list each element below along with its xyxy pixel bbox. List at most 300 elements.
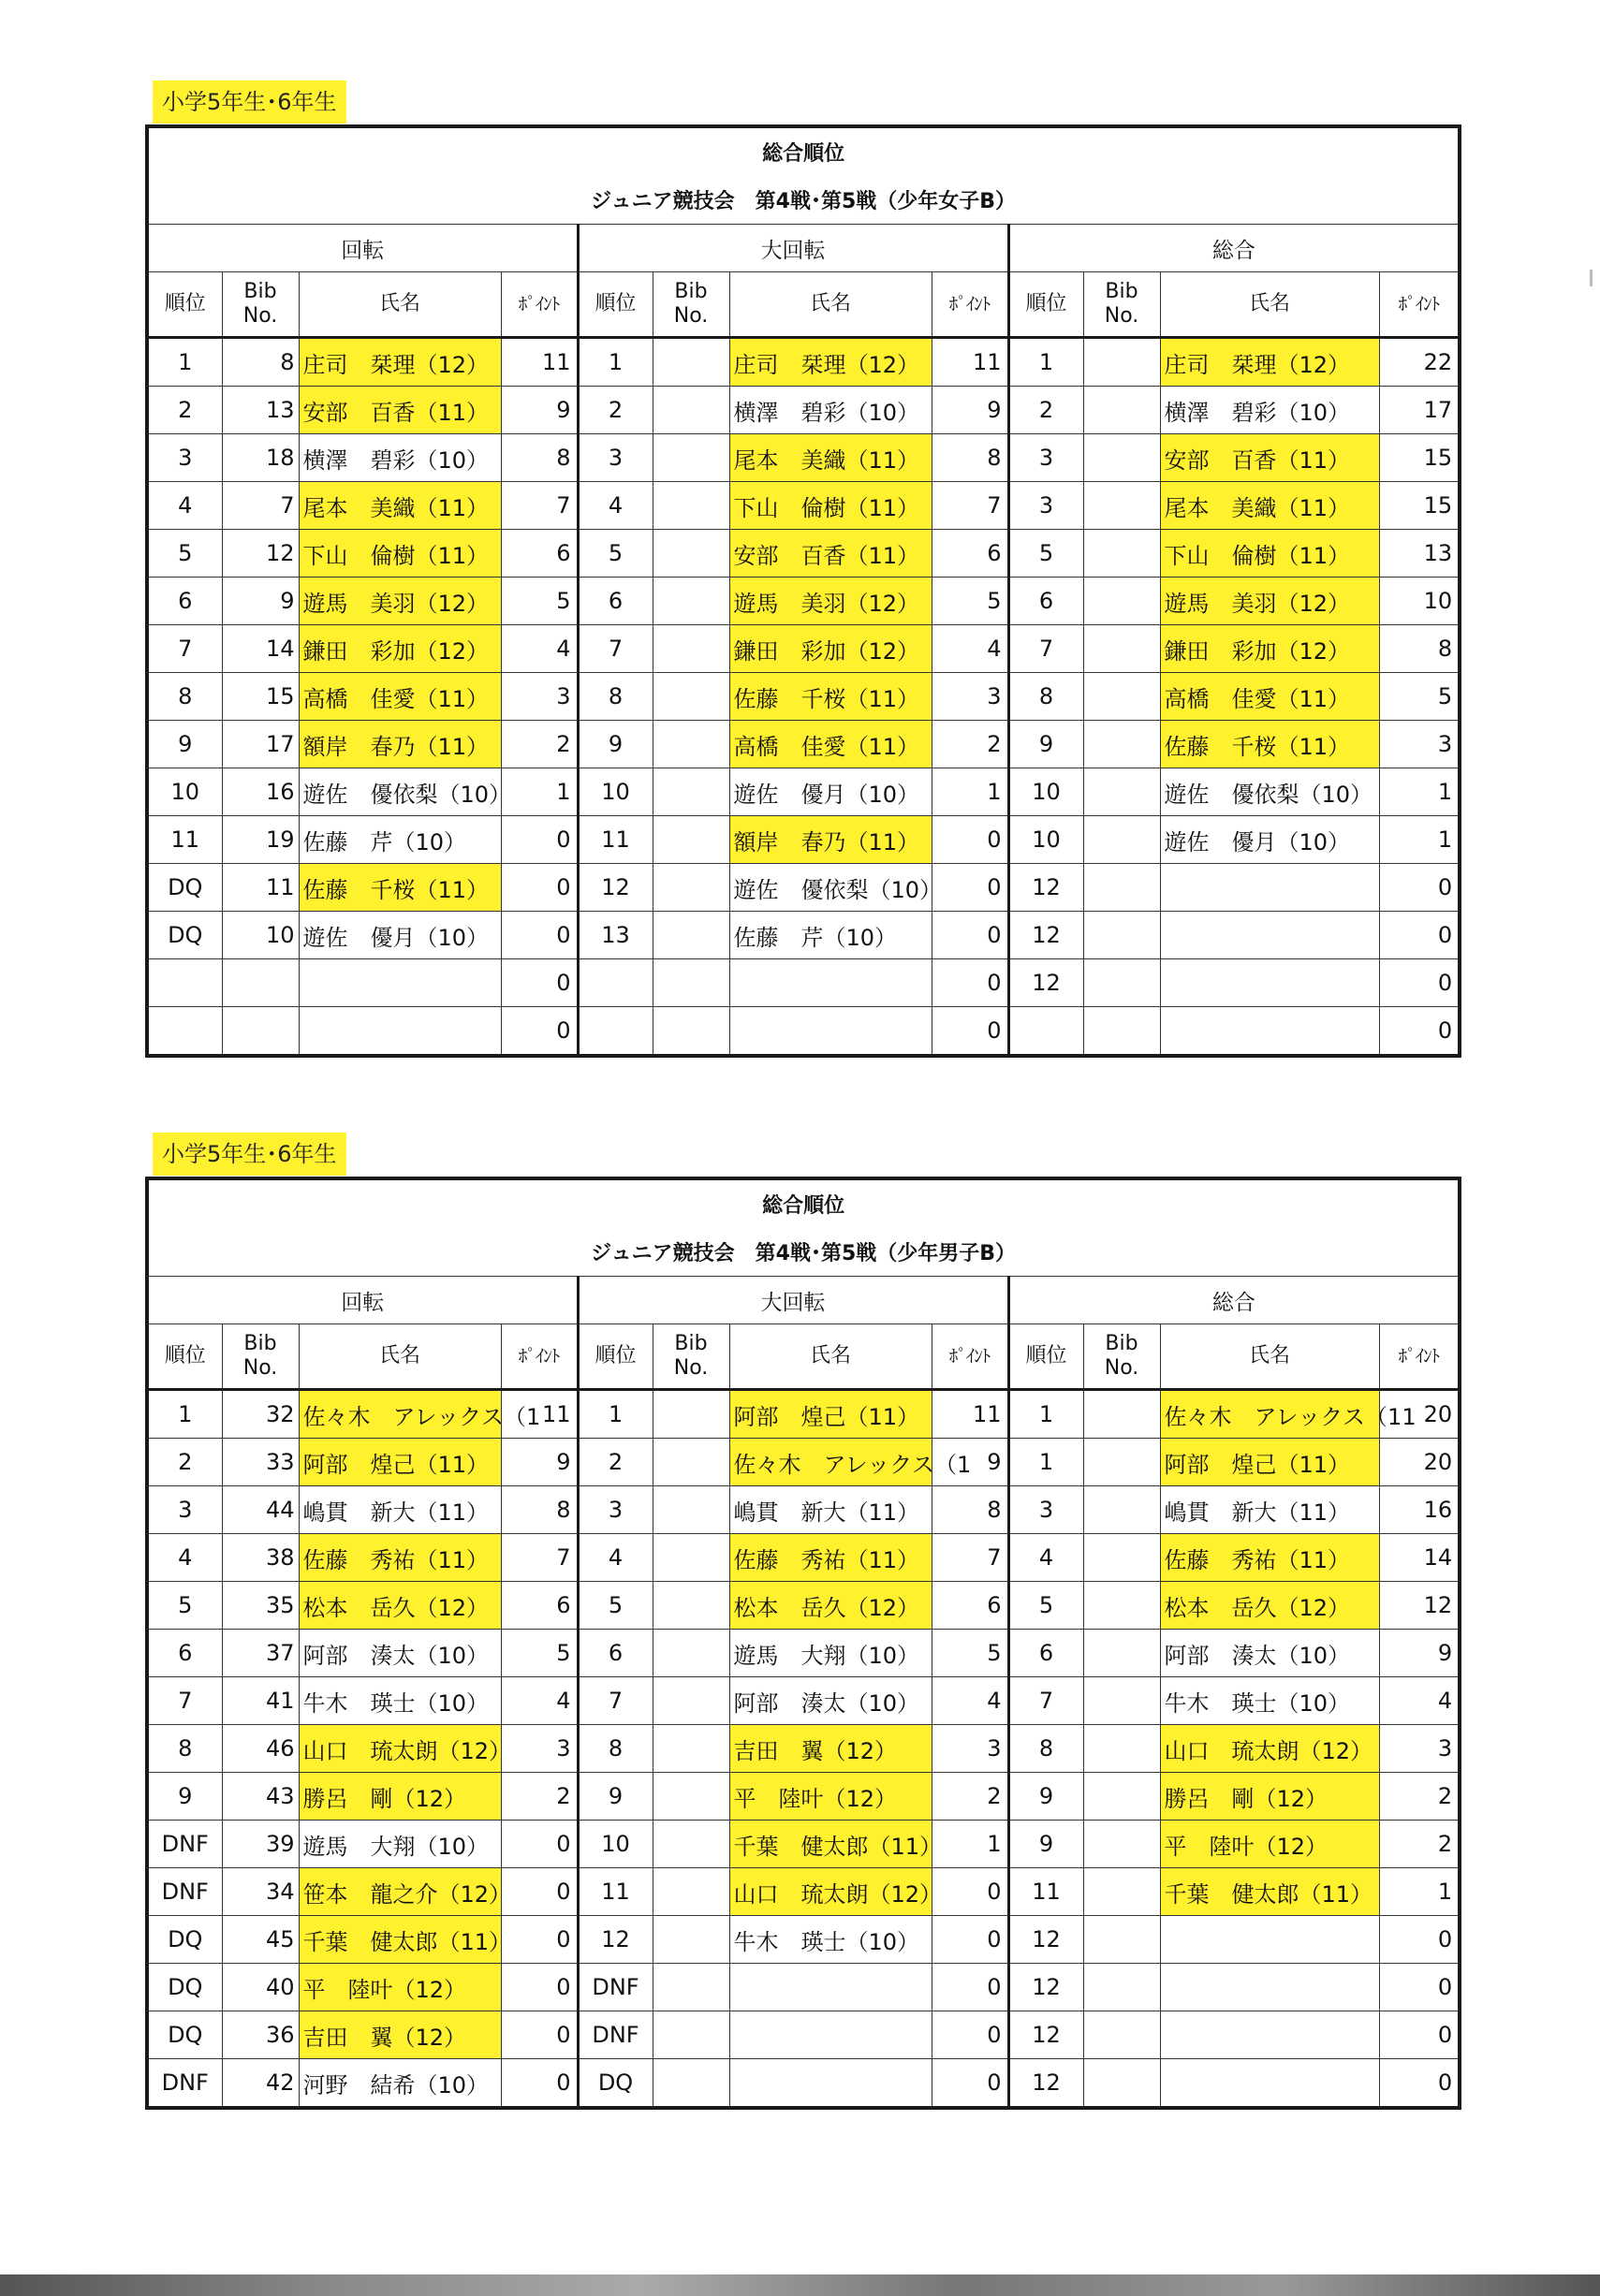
bib-cell: 43 xyxy=(222,1773,299,1821)
group-header-overall: 総合 xyxy=(1008,1277,1460,1324)
bib-cell xyxy=(1083,1773,1160,1821)
bib-cell xyxy=(1083,1486,1160,1534)
points-cell: 0 xyxy=(932,912,1008,959)
bib-cell xyxy=(653,1964,729,2011)
name-cell: 下山 倫樹（11） xyxy=(299,530,501,578)
table-row xyxy=(147,1630,1460,1677)
table-row xyxy=(147,816,1460,864)
bib-cell xyxy=(653,721,729,768)
bib-cell: 19 xyxy=(222,816,299,864)
rank-cell: 11 xyxy=(147,816,222,864)
points-cell: 4 xyxy=(932,1677,1008,1725)
points-cell: 4 xyxy=(501,1677,578,1725)
points-cell: 0 xyxy=(501,2011,578,2059)
name-cell: 山口 琉太朗（12） xyxy=(729,1868,932,1916)
name-cell: 横澤 碧彩（10） xyxy=(299,434,501,482)
points-cell: 16 xyxy=(1379,1486,1460,1534)
bib-cell xyxy=(1083,1677,1160,1725)
bib-cell xyxy=(1083,673,1160,721)
name-cell: 吉田 翼（12） xyxy=(729,1725,932,1773)
bib-cell xyxy=(1083,530,1160,578)
rank-cell: 11 xyxy=(578,816,653,864)
name-cell: 山口 琉太朗（12） xyxy=(1160,1725,1379,1773)
name-cell: 勝呂 剛（12） xyxy=(1160,1773,1379,1821)
bib-cell xyxy=(653,673,729,721)
col-header-rank: 順位 xyxy=(1008,1324,1083,1390)
bib-cell xyxy=(653,482,729,530)
table-row xyxy=(147,1916,1460,1964)
name-cell: 佐藤 千桜（11） xyxy=(299,864,501,912)
rank-cell: 9 xyxy=(1008,1821,1083,1868)
rank-cell xyxy=(578,1007,653,1057)
rank-cell: 11 xyxy=(578,1868,653,1916)
name-cell: 横澤 碧彩（10） xyxy=(729,387,932,434)
name-cell: 額岸 春乃（11） xyxy=(299,721,501,768)
points-cell: 5 xyxy=(501,1630,578,1677)
points-cell: 0 xyxy=(501,864,578,912)
bib-cell xyxy=(653,1534,729,1582)
rank-cell: 7 xyxy=(578,1677,653,1725)
bib-cell: 9 xyxy=(222,578,299,625)
bib-cell: 17 xyxy=(222,721,299,768)
bib-cell xyxy=(653,864,729,912)
bib-cell xyxy=(1083,387,1160,434)
rank-cell: 5 xyxy=(578,1582,653,1630)
rank-cell: 3 xyxy=(578,434,653,482)
col-header-bib: Bib No. xyxy=(1083,272,1160,338)
name-cell: 遊佐 優月（10） xyxy=(1160,816,1379,864)
points-cell: 2 xyxy=(932,1773,1008,1821)
points-cell: 1 xyxy=(1379,768,1460,816)
name-cell: 阿部 煌己（11） xyxy=(299,1439,501,1486)
points-cell: 2 xyxy=(1379,1773,1460,1821)
rank-cell: 1 xyxy=(1008,338,1083,387)
bib-cell xyxy=(1083,1439,1160,1486)
col-header-name: 氏名 xyxy=(729,1324,932,1390)
bib-cell xyxy=(653,959,729,1007)
points-cell: 0 xyxy=(932,1916,1008,1964)
name-cell: 牛木 瑛士（10） xyxy=(1160,1677,1379,1725)
name-cell: 嶋貫 新大（11） xyxy=(729,1486,932,1534)
points-cell: 6 xyxy=(932,530,1008,578)
bib-cell xyxy=(1083,1964,1160,2011)
bib-cell xyxy=(653,434,729,482)
rank-cell: 2 xyxy=(147,1439,222,1486)
points-cell: 0 xyxy=(932,2011,1008,2059)
points-cell: 0 xyxy=(1379,959,1460,1007)
bib-cell: 41 xyxy=(222,1677,299,1725)
subtitle-row xyxy=(147,1227,1460,1277)
rank-cell: 5 xyxy=(147,530,222,578)
bib-cell xyxy=(1083,2059,1160,2109)
name-cell: 遊馬 美羽（12） xyxy=(729,578,932,625)
page-bottom-edge xyxy=(0,2274,1600,2296)
points-cell: 0 xyxy=(501,1868,578,1916)
rank-cell: 6 xyxy=(147,578,222,625)
table-row xyxy=(147,625,1460,673)
bib-cell xyxy=(653,338,729,387)
bib-cell xyxy=(653,2059,729,2109)
points-cell: 20 xyxy=(1379,1439,1460,1486)
bib-cell xyxy=(1083,816,1160,864)
points-cell: 0 xyxy=(1379,1916,1460,1964)
name-cell: 千葉 健太郎（11） xyxy=(729,1821,932,1868)
points-cell: 22 xyxy=(1379,338,1460,387)
rank-cell: 8 xyxy=(578,673,653,721)
rank-cell: 5 xyxy=(578,530,653,578)
rank-cell: 12 xyxy=(1008,1964,1083,2011)
rank-cell: 8 xyxy=(147,673,222,721)
points-cell: 8 xyxy=(501,1486,578,1534)
name-cell: 阿部 湊太（10） xyxy=(1160,1630,1379,1677)
group-header-row xyxy=(147,1277,1460,1324)
points-cell: 1 xyxy=(932,768,1008,816)
table-row xyxy=(147,864,1460,912)
rank-cell: 3 xyxy=(578,1486,653,1534)
name-cell: 平 陸叶（12） xyxy=(299,1964,501,2011)
name-cell: 額岸 春乃（11） xyxy=(729,816,932,864)
name-cell: 千葉 健太郎（11） xyxy=(1160,1868,1379,1916)
points-cell: 7 xyxy=(932,482,1008,530)
name-cell: 佐藤 芹（10） xyxy=(729,912,932,959)
table-row xyxy=(147,1725,1460,1773)
col-header-points: ﾎﾟｲﾝﾄ xyxy=(932,272,1008,338)
col-header-points: ﾎﾟｲﾝﾄ xyxy=(1379,1324,1460,1390)
bib-cell xyxy=(1083,864,1160,912)
points-cell: 0 xyxy=(932,816,1008,864)
name-cell: 下山 倫樹（11） xyxy=(729,482,932,530)
name-cell: 阿部 煌己（11） xyxy=(1160,1439,1379,1486)
table-row xyxy=(147,1773,1460,1821)
points-cell: 11 xyxy=(501,1390,578,1439)
bib-cell xyxy=(1083,1534,1160,1582)
name-cell: 鎌田 彩加（12） xyxy=(299,625,501,673)
rank-cell: 8 xyxy=(1008,673,1083,721)
name-cell: 遊馬 大翔（10） xyxy=(729,1630,932,1677)
name-cell: 庄司 栞理（12） xyxy=(1160,338,1379,387)
rank-cell: 5 xyxy=(1008,530,1083,578)
table-row xyxy=(147,673,1460,721)
rank-cell: 9 xyxy=(147,1773,222,1821)
group-header-giant-slalom: 大回転 xyxy=(578,1277,1008,1324)
points-cell: 2 xyxy=(501,1773,578,1821)
points-cell: 3 xyxy=(501,1725,578,1773)
name-cell: 佐藤 芹（10） xyxy=(299,816,501,864)
rank-cell: 1 xyxy=(147,338,222,387)
bib-cell xyxy=(653,1821,729,1868)
bib-cell xyxy=(653,1582,729,1630)
name-cell xyxy=(729,2011,932,2059)
bib-cell: 34 xyxy=(222,1868,299,1916)
name-cell xyxy=(1160,1964,1379,2011)
rank-cell: 12 xyxy=(1008,864,1083,912)
bib-cell: 35 xyxy=(222,1582,299,1630)
bib-cell xyxy=(1083,482,1160,530)
col-header-bib: Bib No. xyxy=(653,1324,729,1390)
points-cell: 9 xyxy=(932,387,1008,434)
rank-cell: 2 xyxy=(147,387,222,434)
name-cell: 佐藤 千桜（11） xyxy=(729,673,932,721)
col-header-bib: Bib No. xyxy=(653,272,729,338)
rank-cell: DQ xyxy=(147,912,222,959)
bib-cell xyxy=(1083,1390,1160,1439)
name-cell: 嶋貫 新大（11） xyxy=(1160,1486,1379,1534)
bib-cell xyxy=(653,1916,729,1964)
rank-cell: 10 xyxy=(1008,816,1083,864)
table-row xyxy=(147,959,1460,1007)
table-row xyxy=(147,578,1460,625)
rank-cell: 9 xyxy=(147,721,222,768)
points-cell: 5 xyxy=(932,578,1008,625)
col-header-rank: 順位 xyxy=(578,1324,653,1390)
bib-cell xyxy=(1083,721,1160,768)
col-header-rank: 順位 xyxy=(578,272,653,338)
bib-cell: 8 xyxy=(222,338,299,387)
rank-cell: 1 xyxy=(578,338,653,387)
name-cell: 鎌田 彩加（12） xyxy=(1160,625,1379,673)
points-cell: 1 xyxy=(501,768,578,816)
bib-cell xyxy=(222,1007,299,1057)
name-cell xyxy=(1160,864,1379,912)
bib-cell xyxy=(653,625,729,673)
rank-cell: 8 xyxy=(1008,1725,1083,1773)
name-cell xyxy=(299,959,501,1007)
rank-cell: DQ xyxy=(147,2011,222,2059)
name-cell: 山口 琉太朗（12） xyxy=(299,1725,501,1773)
rank-cell: 12 xyxy=(1008,2011,1083,2059)
points-cell: 3 xyxy=(1379,1725,1460,1773)
bib-cell xyxy=(653,1677,729,1725)
group-header-slalom: 回転 xyxy=(147,1277,578,1324)
col-header-bib: Bib No. xyxy=(222,1324,299,1390)
points-cell: 12 xyxy=(1379,1582,1460,1630)
name-cell xyxy=(729,1007,932,1057)
table-subtitle: ジュニア競技会 第4戦･第5戦（少年男子B） xyxy=(147,1227,1460,1277)
column-header-row xyxy=(147,1324,1460,1390)
name-cell: 千葉 健太郎（11） xyxy=(299,1916,501,1964)
rank-cell: DNF xyxy=(578,2011,653,2059)
name-cell: 佐藤 千桜（11） xyxy=(1160,721,1379,768)
name-cell: 牛木 瑛士（10） xyxy=(729,1916,932,1964)
name-cell: 佐々木 アレックス（1 xyxy=(299,1390,501,1439)
points-cell: 3 xyxy=(932,1725,1008,1773)
group-header-row xyxy=(147,225,1460,272)
bib-cell xyxy=(1083,1916,1160,1964)
points-cell: 0 xyxy=(1379,1007,1460,1057)
bib-cell xyxy=(653,1486,729,1534)
points-cell: 7 xyxy=(932,1534,1008,1582)
col-header-points: ﾎﾟｲﾝﾄ xyxy=(1379,272,1460,338)
bib-cell: 16 xyxy=(222,768,299,816)
rank-cell: 4 xyxy=(1008,1534,1083,1582)
points-cell: 0 xyxy=(501,912,578,959)
page-edge-mark xyxy=(1590,270,1593,286)
bib-cell xyxy=(1083,434,1160,482)
rank-cell xyxy=(147,1007,222,1057)
col-header-name: 氏名 xyxy=(299,272,501,338)
name-cell xyxy=(1160,912,1379,959)
bib-cell: 18 xyxy=(222,434,299,482)
rank-cell: DNF xyxy=(147,2059,222,2109)
points-cell: 14 xyxy=(1379,1534,1460,1582)
rank-cell: 12 xyxy=(1008,1916,1083,1964)
rank-cell: 7 xyxy=(578,625,653,673)
rank-cell: DQ xyxy=(147,1916,222,1964)
rank-cell: 8 xyxy=(578,1725,653,1773)
rank-cell: 6 xyxy=(147,1630,222,1677)
points-cell: 17 xyxy=(1379,387,1460,434)
points-cell: 10 xyxy=(1379,578,1460,625)
name-cell: 遊佐 優月（10） xyxy=(729,768,932,816)
points-cell: 0 xyxy=(501,1916,578,1964)
name-cell: 松本 岳久（12） xyxy=(299,1582,501,1630)
name-cell: 河野 結希（10） xyxy=(299,2059,501,2109)
name-cell: 庄司 栞理（12） xyxy=(299,338,501,387)
rank-cell: DQ xyxy=(147,864,222,912)
bib-cell: 38 xyxy=(222,1534,299,1582)
points-cell: 8 xyxy=(932,434,1008,482)
points-cell: 11 xyxy=(932,1390,1008,1439)
name-cell: 遊佐 優依梨（10） xyxy=(1160,768,1379,816)
bib-cell xyxy=(1083,768,1160,816)
points-cell: 5 xyxy=(1379,673,1460,721)
rank-cell: DQ xyxy=(147,1964,222,2011)
col-header-points: ﾎﾟｲﾝﾄ xyxy=(932,1324,1008,1390)
name-cell: 高橋 佳愛（11） xyxy=(729,721,932,768)
name-cell: 遊佐 優月（10） xyxy=(299,912,501,959)
rank-cell: 2 xyxy=(578,387,653,434)
bib-cell xyxy=(1083,959,1160,1007)
table-title: 総合順位 xyxy=(147,126,1460,175)
points-cell: 11 xyxy=(932,338,1008,387)
name-cell: 鎌田 彩加（12） xyxy=(729,625,932,673)
bib-cell xyxy=(653,530,729,578)
name-cell: 阿部 湊太（10） xyxy=(729,1677,932,1725)
bib-cell xyxy=(653,912,729,959)
bib-cell: 12 xyxy=(222,530,299,578)
name-cell: 安部 百香（11） xyxy=(299,387,501,434)
rank-cell: 12 xyxy=(578,864,653,912)
points-cell: 0 xyxy=(501,816,578,864)
points-cell: 1 xyxy=(932,1821,1008,1868)
rank-cell: 3 xyxy=(1008,1486,1083,1534)
rank-cell: DQ xyxy=(578,2059,653,2109)
col-header-name: 氏名 xyxy=(729,272,932,338)
rank-cell: 7 xyxy=(1008,625,1083,673)
points-cell: 0 xyxy=(1379,912,1460,959)
table-row xyxy=(147,434,1460,482)
bib-cell: 37 xyxy=(222,1630,299,1677)
name-cell: 尾本 美織（11） xyxy=(1160,482,1379,530)
points-cell: 15 xyxy=(1379,434,1460,482)
rank-cell: 4 xyxy=(147,482,222,530)
rank-cell: DNF xyxy=(147,1821,222,1868)
points-cell: 3 xyxy=(932,673,1008,721)
bib-cell xyxy=(653,1725,729,1773)
title-row xyxy=(147,1178,1460,1227)
title-row xyxy=(147,126,1460,175)
table-row xyxy=(147,1582,1460,1630)
table-row xyxy=(147,1007,1460,1057)
column-header-row xyxy=(147,272,1460,338)
rank-cell: 10 xyxy=(578,768,653,816)
name-cell xyxy=(729,1964,932,2011)
rank-cell: 9 xyxy=(1008,1773,1083,1821)
table-row xyxy=(147,338,1460,387)
bib-cell: 33 xyxy=(222,1439,299,1486)
points-cell: 15 xyxy=(1379,482,1460,530)
table-row xyxy=(147,1868,1460,1916)
name-cell: 尾本 美織（11） xyxy=(729,434,932,482)
bib-cell: 44 xyxy=(222,1486,299,1534)
bib-cell xyxy=(653,1630,729,1677)
rank-cell: DNF xyxy=(578,1964,653,2011)
results-table-girls xyxy=(145,124,1461,1058)
name-cell xyxy=(729,959,932,1007)
points-cell: 0 xyxy=(1379,2011,1460,2059)
table-row xyxy=(147,530,1460,578)
points-cell: 13 xyxy=(1379,530,1460,578)
name-cell: 安部 百香（11） xyxy=(1160,434,1379,482)
bib-cell: 14 xyxy=(222,625,299,673)
rank-cell: 5 xyxy=(147,1582,222,1630)
rank-cell: 2 xyxy=(578,1439,653,1486)
bib-cell xyxy=(653,1868,729,1916)
rank-cell: 1 xyxy=(1008,1390,1083,1439)
rank-cell: 12 xyxy=(1008,2059,1083,2109)
points-cell: 0 xyxy=(932,959,1008,1007)
col-header-points: ﾎﾟｲﾝﾄ xyxy=(501,272,578,338)
points-cell: 1 xyxy=(1379,1868,1460,1916)
bib-cell: 45 xyxy=(222,1916,299,1964)
rank-cell: 9 xyxy=(578,721,653,768)
points-cell: 8 xyxy=(501,434,578,482)
points-cell: 0 xyxy=(1379,864,1460,912)
name-cell: 高橋 佳愛（11） xyxy=(1160,673,1379,721)
rank-cell: 1 xyxy=(578,1390,653,1439)
rank-cell: 3 xyxy=(147,434,222,482)
points-cell: 11 xyxy=(501,338,578,387)
bib-cell xyxy=(653,816,729,864)
points-cell: 0 xyxy=(501,1007,578,1057)
name-cell: 松本 岳久（12） xyxy=(729,1582,932,1630)
name-cell: 下山 倫樹（11） xyxy=(1160,530,1379,578)
name-cell: 尾本 美織（11） xyxy=(299,482,501,530)
name-cell: 牛木 瑛士（10） xyxy=(299,1677,501,1725)
rank-cell: 9 xyxy=(1008,721,1083,768)
bib-cell: 13 xyxy=(222,387,299,434)
bib-cell xyxy=(1083,1582,1160,1630)
table-row xyxy=(147,387,1460,434)
rank-cell: 4 xyxy=(578,1534,653,1582)
rank-cell: 8 xyxy=(147,1725,222,1773)
rank-cell: 7 xyxy=(1008,1677,1083,1725)
points-cell: 0 xyxy=(1379,2059,1460,2109)
bib-cell xyxy=(1083,1868,1160,1916)
points-cell: 9 xyxy=(1379,1630,1460,1677)
rank-cell: 6 xyxy=(578,1630,653,1677)
bib-cell: 40 xyxy=(222,1964,299,2011)
points-cell: 0 xyxy=(1379,1964,1460,2011)
rank-cell xyxy=(147,959,222,1007)
rank-cell: 12 xyxy=(1008,912,1083,959)
name-cell: 佐藤 秀祐（11） xyxy=(299,1534,501,1582)
table-row xyxy=(147,2059,1460,2109)
group-header-giant-slalom: 大回転 xyxy=(578,225,1008,272)
points-cell: 4 xyxy=(501,625,578,673)
points-cell: 5 xyxy=(501,578,578,625)
table-row xyxy=(147,1821,1460,1868)
